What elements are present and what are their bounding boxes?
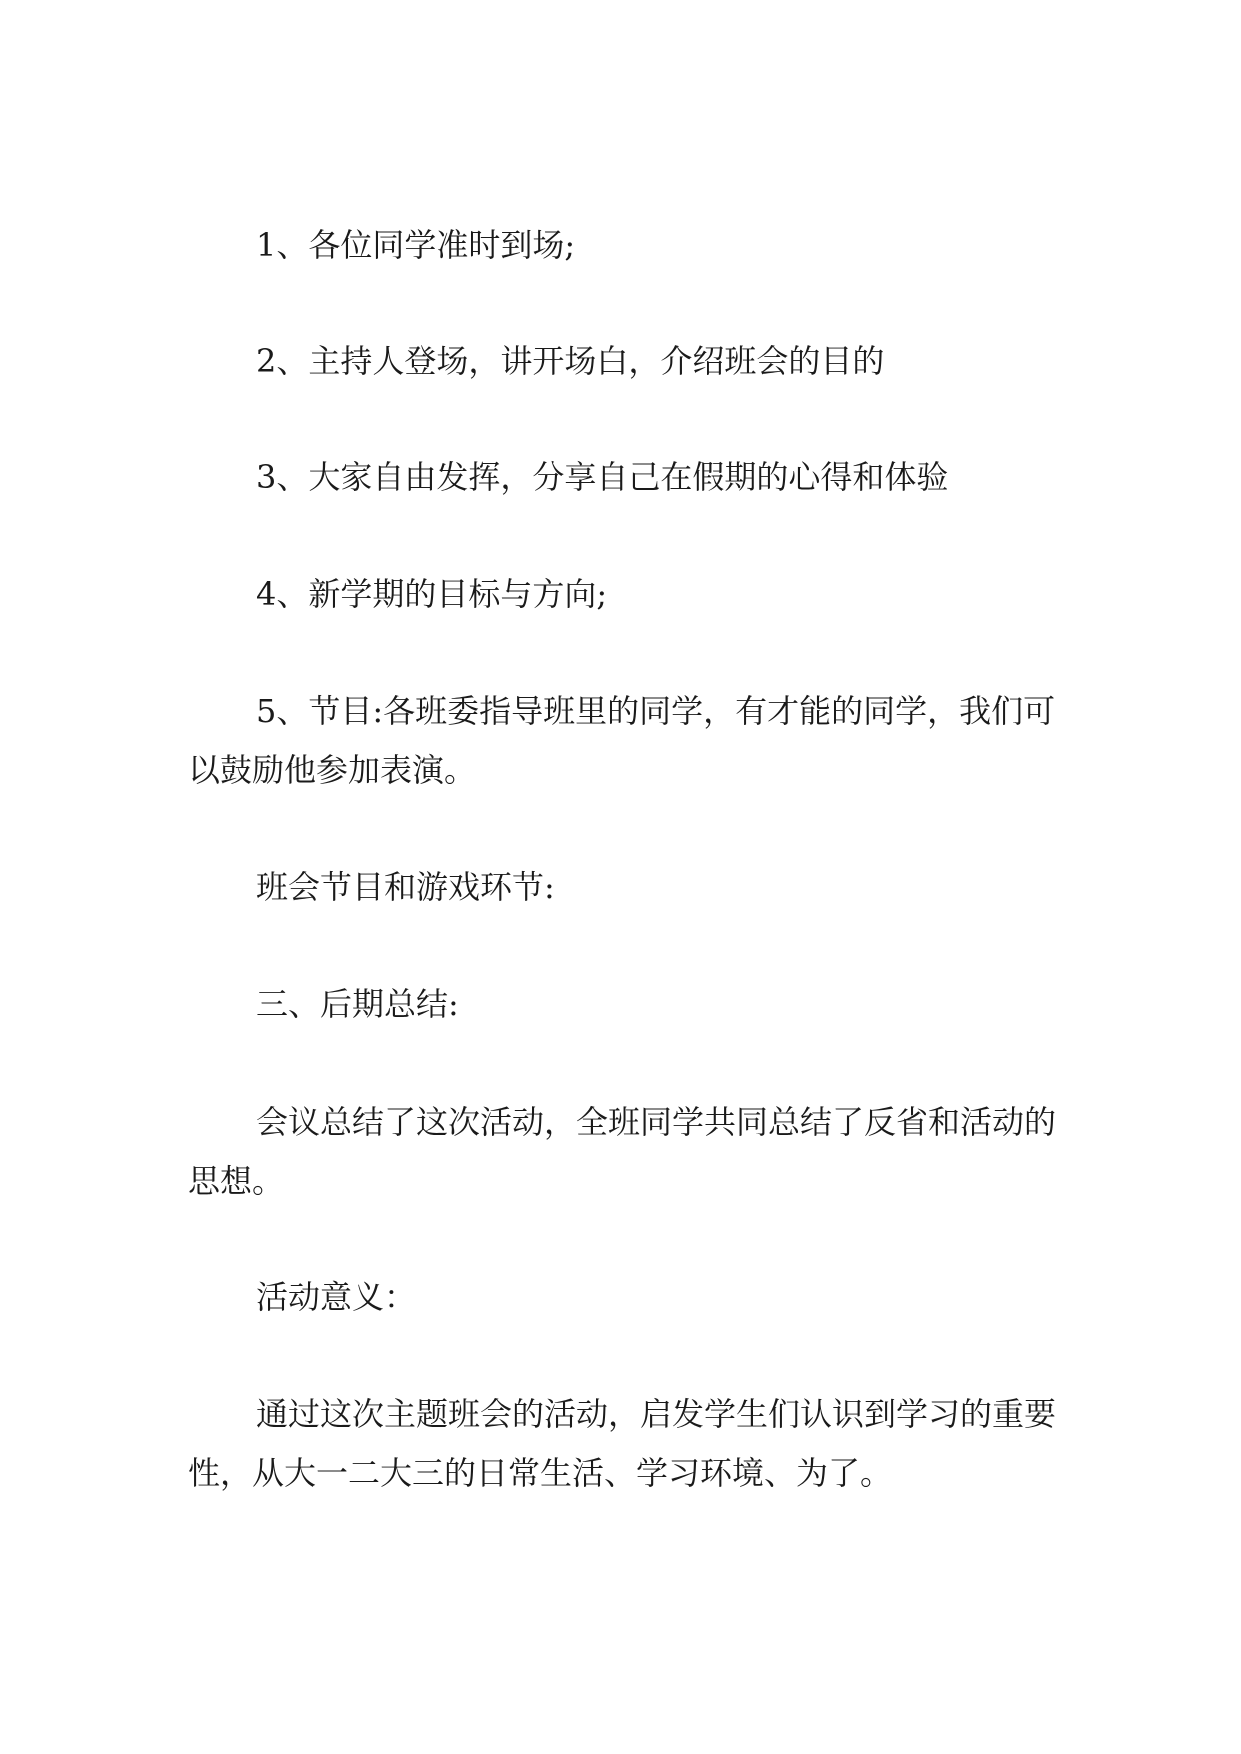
section-heading-significance: 活动意义： xyxy=(256,1278,417,1316)
paragraph-item-5: 5、节目:各班委指导班里的同学，有才能的同学，我们可以鼓励他参加表演。 xyxy=(188,692,1056,789)
significance-paragraph: 通过这次主题班会的活动，启发学生们认识到学习的重要性，从大一二大三的日常生活、学习环境、为了。 xyxy=(188,1395,1057,1492)
paragraph-item-2: 2、主持人登场，讲开场白，介绍班会的目的 xyxy=(256,342,885,380)
section-heading-program: 班会节目和游戏环节: xyxy=(256,868,555,906)
paragraph-item-3: 3、大家自由发挥，分享自己在假期的心得和体验 xyxy=(256,458,949,496)
paragraph-item-4: 4、新学期的目标与方向; xyxy=(256,575,608,613)
summary-paragraph: 会议总结了这次活动，全班同学共同总结了反省和活动的思想。 xyxy=(188,1103,1057,1200)
section-heading-summary: 三、后期总结: xyxy=(256,985,459,1023)
paragraph-item-1: 1、各位同学准时到场; xyxy=(256,226,576,264)
